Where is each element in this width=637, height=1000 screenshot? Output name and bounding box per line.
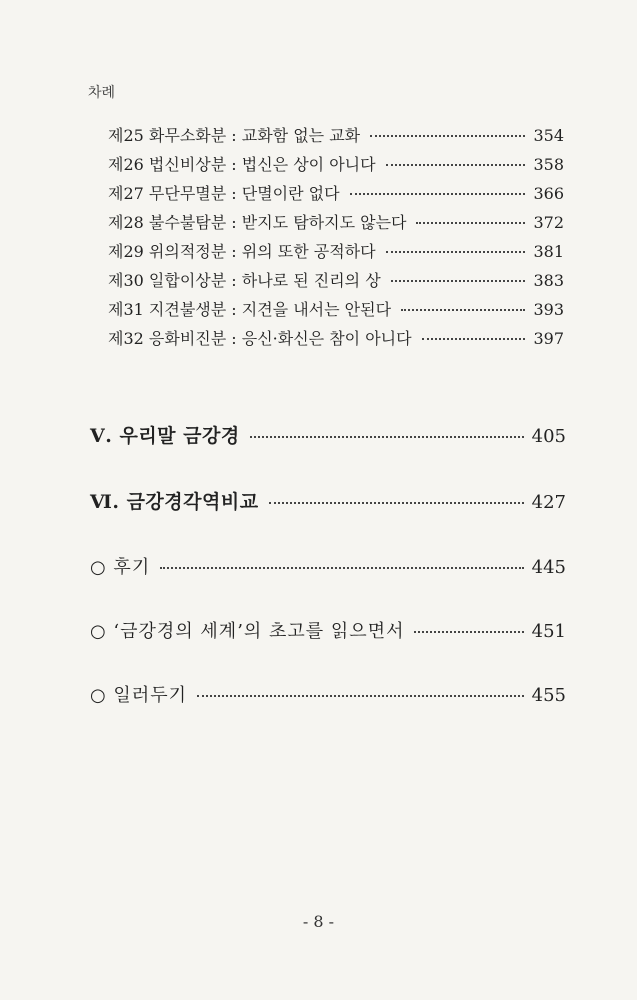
toc-appendix [90, 556, 566, 580]
toc-appendix-page: 455 [531, 685, 566, 706]
toc-entry-page: 383 [533, 271, 564, 290]
dot-leader [401, 309, 525, 311]
page-number: - 8 - [302, 912, 335, 931]
page-header: 차례 [88, 85, 116, 101]
toc-entry-label: 제30 일합이상분 : 하나로 된 진리의 상 [108, 271, 381, 290]
toc-entry-page: 366 [533, 184, 564, 203]
toc-entry [108, 155, 564, 175]
dot-leader [416, 222, 525, 224]
toc-entry [108, 126, 564, 146]
dot-leader [391, 280, 526, 282]
toc-entry [108, 329, 564, 349]
toc-entry-label: 제26 법신비상분 : 법신은 상이 아니다 [108, 155, 376, 174]
toc-entry-label: 제31 지견불생분 : 지견을 내서는 안된다 [108, 300, 392, 319]
toc-entry [108, 184, 564, 204]
dot-leader [160, 567, 523, 569]
toc-entry-page: 354 [533, 126, 564, 145]
toc-entry-label: 제27 무단무멸분 : 단멸이란 없다 [108, 184, 340, 203]
toc-entry-page: 397 [533, 329, 564, 348]
dot-leader [197, 695, 524, 697]
toc-appendix-page: 451 [531, 621, 566, 642]
toc-section-page: 427 [531, 492, 566, 513]
toc-entry-label: 제29 위의적정분 : 위의 또한 공적하다 [108, 242, 376, 261]
dot-leader [386, 251, 526, 253]
dot-leader [386, 164, 526, 166]
toc-entry-page: 372 [533, 213, 564, 232]
toc-section-page: 405 [531, 426, 566, 447]
dot-leader [414, 631, 523, 633]
dot-leader [370, 135, 525, 137]
toc-section [90, 424, 566, 449]
toc-entry-label: 제25 화무소화분 : 교화함 없는 교화 [108, 126, 361, 145]
toc-entry [108, 300, 564, 320]
dot-leader [250, 436, 524, 438]
dot-leader [269, 502, 524, 504]
toc-section [90, 490, 566, 515]
toc-appendix-label: ○ 일러두기 [90, 685, 187, 706]
dot-leader [350, 193, 526, 195]
toc-entry-page: 358 [533, 155, 564, 174]
toc-appendix [90, 684, 566, 708]
dot-leader [422, 338, 526, 340]
toc-entry [108, 213, 564, 233]
toc-entry [108, 242, 564, 262]
toc-section-label: Ⅵ. 금강경각역비교 [90, 491, 259, 513]
toc-appendix-page: 445 [531, 557, 566, 578]
toc-entry-label: 제32 응화비진분 : 응신·화신은 참이 아니다 [108, 329, 412, 348]
toc-appendix-label: ○ 후기 [90, 557, 151, 578]
toc-section-label: Ⅴ. 우리말 금강경 [90, 425, 240, 447]
toc-appendix [90, 620, 566, 644]
toc-entry-page: 393 [533, 300, 564, 319]
toc-entry-page: 381 [533, 242, 564, 261]
toc-entry-label: 제28 불수불탐분 : 받지도 탐하지도 않는다 [108, 213, 407, 232]
toc-entry [108, 271, 564, 291]
toc-appendix-label: ○ ‘금강경의 세계’의 초고를 읽으면서 [90, 621, 405, 642]
